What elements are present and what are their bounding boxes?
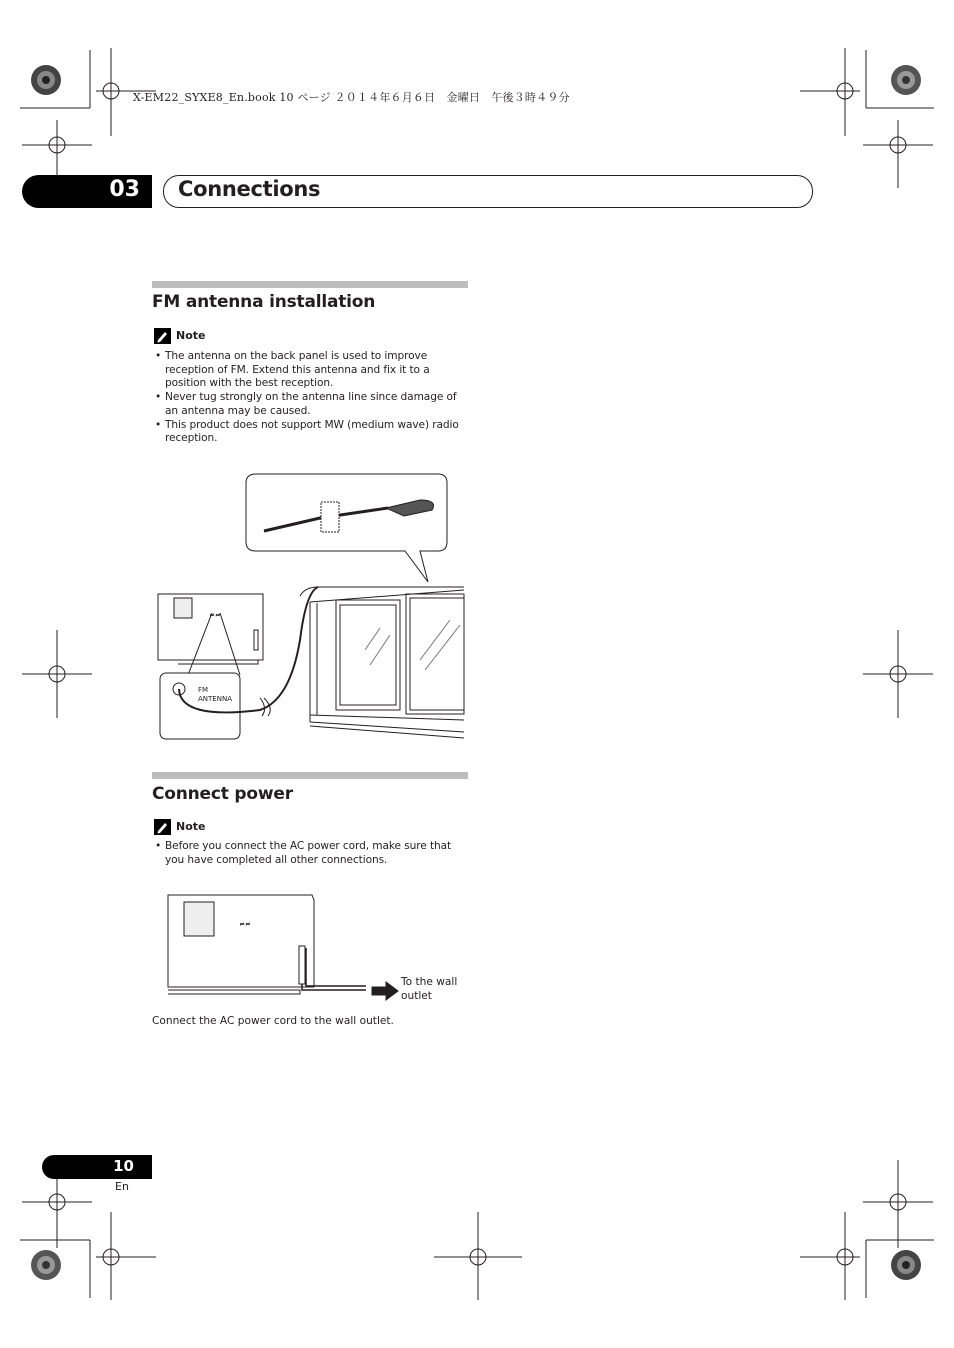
arrow-label-line2: outlet bbox=[401, 990, 432, 1002]
note-list-power bbox=[152, 840, 470, 868]
page-language: En bbox=[115, 1180, 129, 1193]
list-item: • The antenna on the back panel is used to improve reception of FM. Extend this antenna and fix it to a position with the best reception. bbox=[152, 350, 470, 391]
section-rule bbox=[152, 281, 468, 288]
jack-label-antenna: ANTENNA bbox=[198, 695, 232, 703]
chapter-number: 03 bbox=[109, 177, 140, 202]
chapter-tab bbox=[22, 175, 152, 208]
section-rule bbox=[152, 772, 468, 779]
list-item: • This product does not support MW (medium wave) radio reception. bbox=[152, 419, 470, 446]
figure-caption: Connect the AC power cord to the wall outlet. bbox=[152, 1015, 394, 1027]
chapter-title-box bbox=[163, 175, 813, 208]
note-label: Note bbox=[176, 820, 206, 833]
list-item: • Before you connect the AC power cord, make sure that you have completed all other connections. bbox=[152, 840, 470, 867]
arrow-label-line1: To the wall bbox=[401, 976, 458, 988]
jack-label-fm: FM bbox=[198, 686, 209, 694]
list-item: • Never tug strongly on the antenna line since damage of an antenna may be caused. bbox=[152, 391, 470, 418]
page-tab bbox=[42, 1155, 152, 1179]
svg-text:~ ~: ~ ~ bbox=[240, 922, 250, 928]
chapter-title: Connections bbox=[178, 177, 321, 201]
page-number: 10 bbox=[113, 1157, 134, 1175]
fm-antenna-illustration bbox=[150, 470, 470, 745]
note-pencil-icon bbox=[154, 819, 171, 835]
section-title-connect-power: Connect power bbox=[152, 784, 293, 804]
note-list-fm bbox=[152, 350, 470, 446]
note-pencil-icon bbox=[154, 328, 171, 344]
print-header: X-EM22_SYXE8_En.book 10 ページ ２０１４年６月６日 金曜日 午後３時４９分 bbox=[133, 91, 570, 104]
svg-text:~ ~: ~ ~ bbox=[210, 613, 220, 619]
note-label: Note bbox=[176, 329, 206, 342]
section-title-fm-antenna: FM antenna installation bbox=[152, 292, 376, 312]
